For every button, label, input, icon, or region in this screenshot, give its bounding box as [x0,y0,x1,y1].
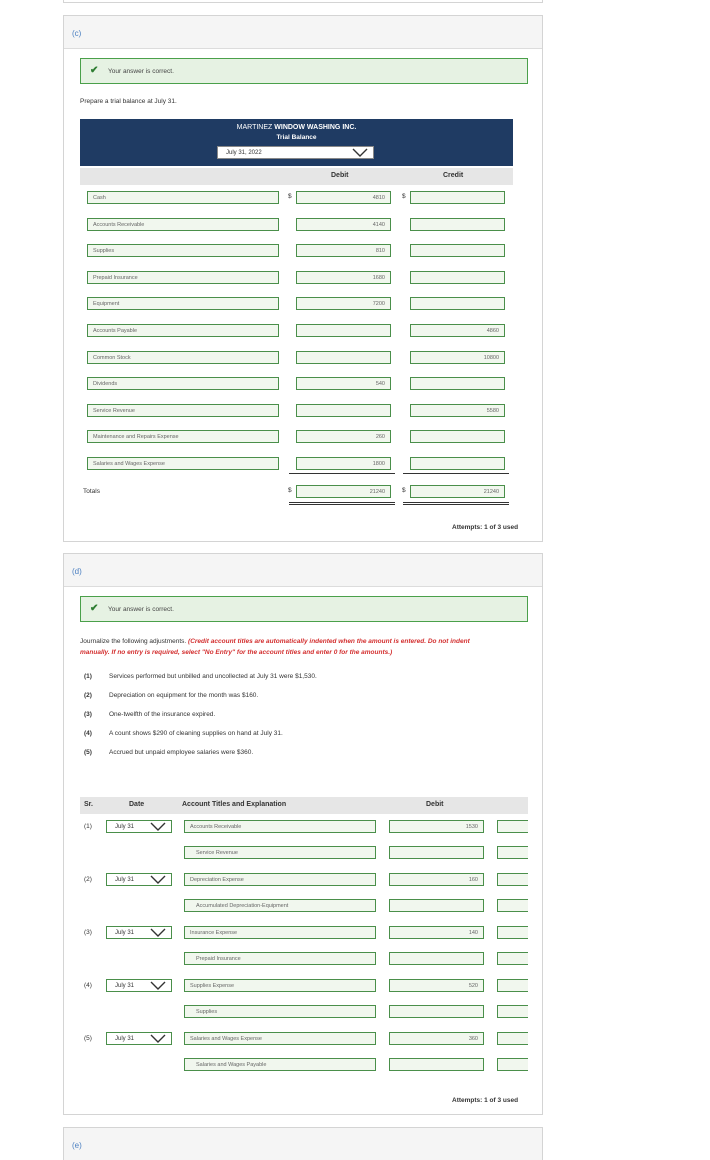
entry-debit-input[interactable] [389,1058,484,1071]
account-name: Common Stock [93,354,131,361]
entry-debit-input[interactable] [389,846,484,859]
account-name: Accounts Receivable [93,221,145,228]
entry-debit-input[interactable] [389,899,484,912]
account-name: Equipment [93,301,120,308]
date-select[interactable] [106,820,172,833]
credit-input[interactable] [410,244,505,257]
date-select[interactable] [106,926,172,939]
entry-credit-input[interactable] [497,846,528,859]
check-icon: ✔ [90,65,99,76]
part-d-label[interactable]: (d) [72,567,82,576]
date-value: July 31 [115,1036,135,1042]
account-name: Dividends [93,381,118,388]
debit-account-input[interactable] [184,979,376,992]
journal-column-headers [80,797,528,814]
account-input[interactable] [87,404,279,417]
credit-value: 5580 [486,407,499,414]
credit-dollar: $ [402,193,406,200]
col-date: Date [129,801,145,808]
correct-message: Your answer is correct. [108,68,174,75]
entry-credit-input[interactable] [497,926,528,939]
entry-number: (3) [84,929,92,936]
adjustment-text: One-twelfth of the insurance expired. [109,711,216,718]
credit-account-input[interactable] [184,899,376,912]
credit-account-input[interactable] [184,1005,376,1018]
entry-debit-input[interactable] [389,873,484,886]
part-d-correct-banner [80,596,528,622]
entry-debit-input[interactable] [389,979,484,992]
trial-balance-column-headers [80,168,513,185]
adjustment-number: (1) [84,673,92,680]
credit-input[interactable] [410,218,505,231]
adjustment-number: (3) [84,711,92,718]
debit-value: 260 [375,434,385,441]
entry-credit-input[interactable] [497,899,528,912]
date-value: July 31 [115,983,135,989]
credit-account-input[interactable] [184,952,376,965]
debit-input[interactable] [296,271,391,284]
entry-credit-input[interactable] [497,1058,528,1071]
chevron-down-icon [150,822,166,832]
part-c-panel [63,15,543,542]
debit-total-rule [289,473,395,474]
debit-account-name: Depreciation Expense [190,877,244,883]
debit-amount: 520 [468,983,478,989]
adjustment-text: Depreciation on equipment for the month was $160. [109,692,259,699]
date-select-value: July 31, 2022 [226,150,262,156]
adjustment-text: Accrued but unpaid employee salaries were $360. [109,749,254,756]
debit-account-name: Salaries and Wages Expense [190,1036,262,1042]
account-name: Cash [93,195,106,201]
chevron-down-icon [150,875,166,885]
statement-title: Trial Balance [276,134,317,141]
credit-account-name: Accumulated Depreciation-Equipment [196,903,289,909]
trial-balance-header [80,119,513,166]
credit-account-name: Supplies [196,1009,218,1015]
part-c-instruction: Prepare a trial balance at July 31. [80,98,177,105]
debit-header: Debit [331,172,349,179]
credit-account-name: Salaries and Wages Payable [196,1062,267,1068]
debit-input[interactable] [296,457,391,470]
account-input[interactable] [87,351,279,364]
entry-credit-input[interactable] [497,952,528,965]
date-select[interactable] [106,873,172,886]
debit-input[interactable] [296,244,391,257]
debit-account-input[interactable] [184,1032,376,1045]
credit-header: Credit [443,172,464,179]
credit-input[interactable] [410,271,505,284]
credit-input[interactable] [410,404,505,417]
part-e-panel [63,1127,543,1160]
entry-debit-input[interactable] [389,1032,484,1045]
debit-input[interactable] [296,404,391,417]
account-input[interactable] [87,244,279,257]
credit-input[interactable] [410,297,505,310]
credit-input[interactable] [410,191,505,204]
entry-credit-input[interactable] [497,820,528,833]
adjustment-number: (5) [84,749,92,756]
part-c-correct-banner [80,58,528,84]
credit-double-rule-2 [403,504,509,505]
debit-amount: 140 [468,930,478,936]
part-c-label[interactable]: (c) [72,29,82,38]
check-icon: ✔ [90,603,99,614]
credit-input[interactable] [410,377,505,390]
account-name: Salaries and Wages Expense [93,461,165,467]
debit-value: 540 [375,381,385,388]
debit-value: 4810 [372,195,385,201]
debit-account-input[interactable] [184,873,376,886]
credit-value: 10800 [483,354,499,361]
account-input[interactable] [87,377,279,390]
total-credit-input[interactable]: 21240 [410,485,505,498]
part-d-instruction: Journalize the following adjustments. (Credit account titles are automatically indented when the amount is entered. Do not indent manually. If no entry is required, select "No Entry" for the account titles and enter 0 for the amounts.) [80,638,470,656]
debit-account-input[interactable] [184,820,376,833]
debit-account-name: Accounts Receivable [190,824,242,830]
account-input[interactable] [87,457,279,470]
debit-input[interactable] [296,324,391,337]
debit-input[interactable] [296,430,391,443]
credit-account-input[interactable] [184,846,376,859]
entry-debit-input[interactable] [389,820,484,833]
debit-double-rule-2 [289,504,395,505]
entry-credit-input[interactable] [497,873,528,886]
debit-amount: 160 [468,877,478,883]
account-input[interactable] [87,191,279,204]
credit-input[interactable] [410,430,505,443]
credit-account-input[interactable] [184,1058,376,1071]
credit-account-name: Service Revenue [196,850,238,856]
debit-input[interactable] [296,377,391,390]
part-d-panel [63,553,543,1115]
date-value: July 31 [115,824,135,830]
debit-account-name: Supplies Expense [190,983,235,989]
date-value: July 31 [115,877,135,883]
col-sr: Sr. [84,801,93,808]
entry-number: (1) [84,823,92,830]
chevron-down-icon [150,928,166,938]
debit-input[interactable] [296,351,391,364]
part-c-attempts: Attempts: 1 of 3 used [452,524,519,531]
account-input[interactable] [87,218,279,231]
credit-account-name: Prepaid Insurance [196,956,241,962]
debit-account-name: Insurance Expense [190,930,238,936]
credit-input[interactable] [410,324,505,337]
part-d-attempts: Attempts: 1 of 3 used [452,1097,519,1104]
company-name: MARTINEZ WINDOW WASHING INC. [236,124,357,131]
account-input[interactable] [87,271,279,284]
debit-input[interactable] [296,191,391,204]
entry-debit-input[interactable] [389,926,484,939]
debit-amount: 1530 [465,824,478,830]
adjustment-number: (2) [84,692,92,699]
account-input[interactable] [87,324,279,337]
credit-input[interactable] [410,457,505,470]
total-credit-dollar: $ [402,487,406,494]
date-select[interactable] [217,146,374,159]
date-select[interactable] [106,1032,172,1045]
chevron-down-icon [150,1034,166,1044]
debit-amount: 360 [468,1036,478,1042]
account-name: Maintenance and Repairs Expense [93,434,179,441]
correct-message: Your answer is correct. [108,606,174,613]
debit-value: 4140 [372,221,385,228]
account-name: Supplies [93,248,115,255]
entry-credit-input[interactable] [497,1032,528,1045]
entry-number: (4) [84,982,92,989]
part-e-header [64,1128,542,1160]
account-input[interactable] [87,430,279,443]
date-value: July 31 [115,930,135,936]
part-d-header [64,554,542,587]
debit-value: 1680 [372,274,385,281]
credit-total-rule [403,473,509,474]
account-name: Prepaid Insurance [93,274,138,281]
debit-account-input[interactable] [184,926,376,939]
entry-credit-input[interactable] [497,979,528,992]
entry-debit-input[interactable] [389,1005,484,1018]
chevron-down-icon [150,981,166,991]
adjustment-text: A count shows $290 of cleaning supplies on hand at July 31. [109,730,283,737]
col-debit: Debit [426,801,444,808]
entry-debit-input[interactable] [389,952,484,965]
debit-dollar: $ [288,193,292,200]
previous-panel [63,0,543,3]
debit-value: 1800 [372,461,385,467]
part-e-label[interactable]: (e) [72,1141,82,1150]
credit-value: 4860 [486,328,499,334]
debit-double-rule-1 [289,502,395,503]
debit-input[interactable] [296,297,391,310]
entry-number: (2) [84,876,92,883]
account-name: Service Revenue [93,407,135,414]
total-debit-dollar: $ [288,487,292,494]
entry-credit-input[interactable] [497,1005,528,1018]
debit-input[interactable] [296,218,391,231]
adjustment-text: Services performed but unbilled and uncollected at July 31 were $1,530. [109,673,317,680]
totals-label: Totals [83,488,100,495]
date-select[interactable] [106,979,172,992]
part-c-header [64,16,542,49]
credit-double-rule-1 [403,502,509,503]
chevron-down-icon [352,148,368,158]
credit-input[interactable] [410,351,505,364]
debit-value: 7200 [372,301,385,308]
col-account: Account Titles and Explanation [182,801,287,808]
adjustment-number: (4) [84,730,92,737]
debit-value: 810 [375,248,385,255]
account-input[interactable] [87,297,279,310]
entry-number: (5) [84,1035,92,1042]
total-debit-input[interactable]: 21240 [296,485,391,498]
account-name: Accounts Payable [93,328,138,334]
